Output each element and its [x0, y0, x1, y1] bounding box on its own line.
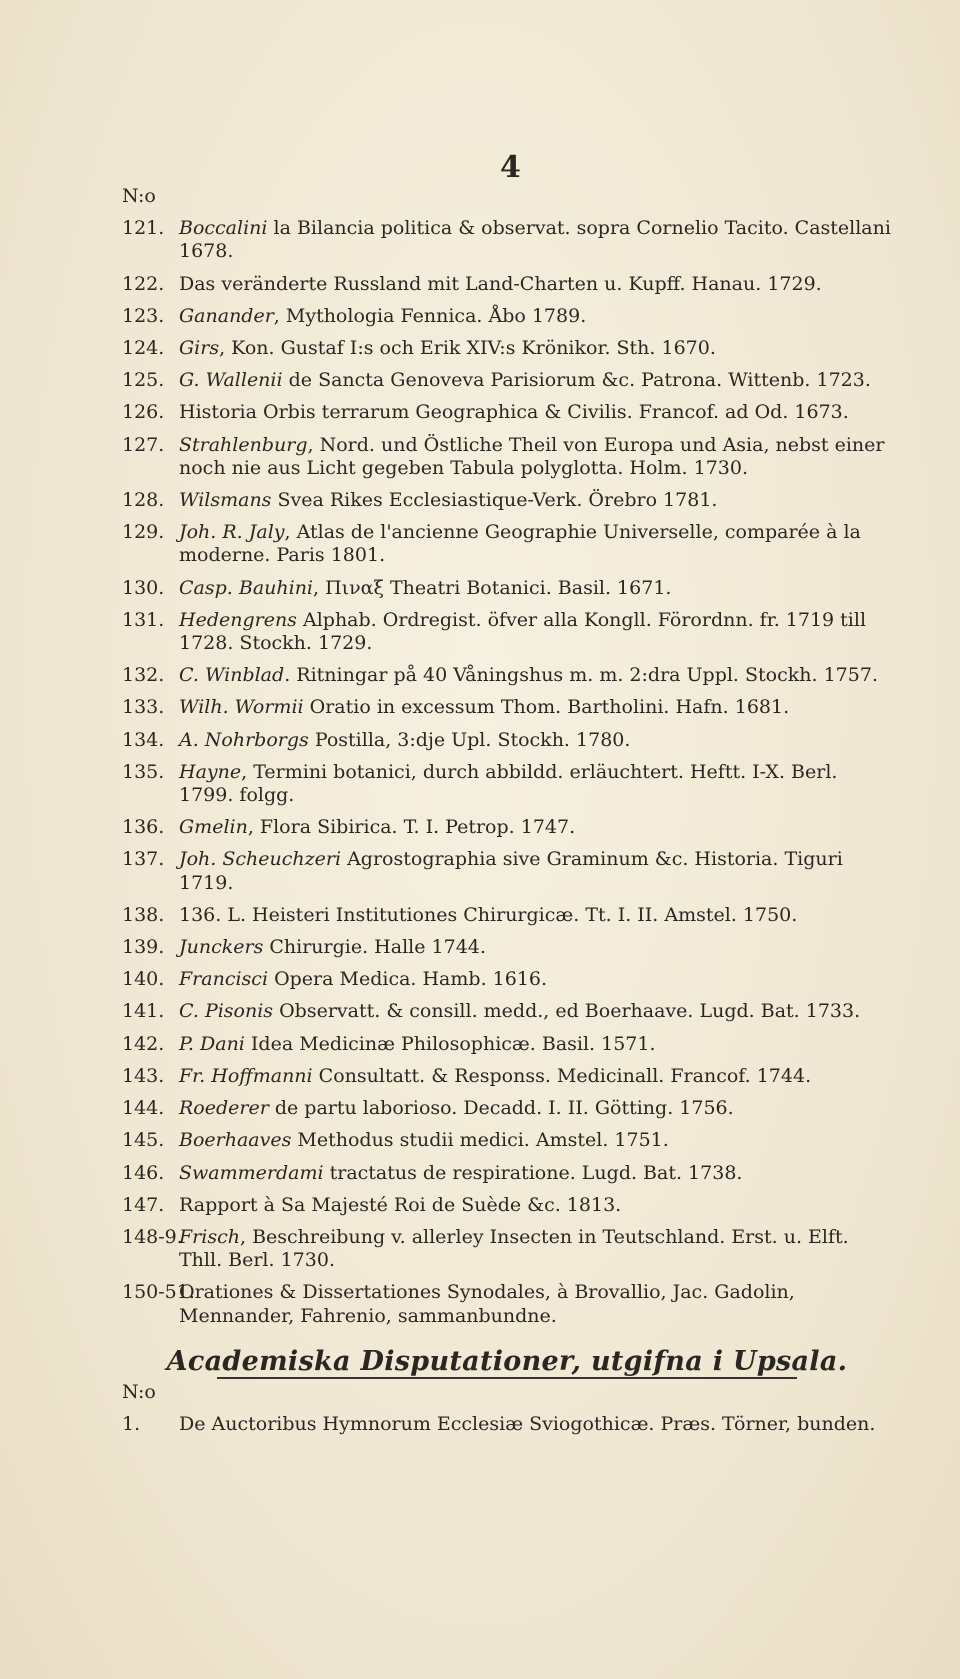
entry-number: 126. — [122, 401, 165, 424]
entry-number: 128. — [122, 489, 165, 512]
catalog-entry — [122, 369, 892, 392]
entry-text: Consultatt. & Responss. Medicinall. Francof. 1744. — [312, 1064, 812, 1087]
entry-number: 138. — [122, 903, 165, 926]
catalog-entry — [122, 337, 892, 360]
entry-number: 131. — [122, 608, 165, 631]
entry-author: G. Wallenii — [179, 369, 283, 392]
entry-text: Das veränderte Russland mit Land-Charten u. Kupff. Hanau. 1729. — [179, 272, 822, 295]
entry-text: Idea Medicinæ Philosophicæ. Basil. 1571. — [244, 1032, 656, 1055]
catalog-entry — [122, 305, 892, 328]
entry-text: , Flora Sibirica. T. I. Petrop. 1747. — [247, 816, 576, 839]
entry-number: 143. — [122, 1064, 165, 1087]
entry-number: 141. — [122, 1000, 165, 1023]
catalog-entry — [122, 401, 892, 424]
entry-text: Rapport à Sa Majesté Roi de Suède &c. 1813. — [179, 1193, 622, 1216]
entry-number: 1. — [122, 1413, 141, 1436]
entry-text: Observatt. & consill. medd., ed Boerhaave. Lugd. Bat. 1733. — [273, 1000, 861, 1023]
entry-text: 136. L. Heisteri Institutiones Chirurgicæ. Tt. I. II. Amstel. 1750. — [179, 903, 798, 926]
entry-number: 150-51. — [122, 1281, 195, 1304]
entry-text: de partu laborioso. Decadd. I. II. Götting. 1756. — [268, 1097, 734, 1120]
entry-text: Orationes & Dissertationes Synodales, à Brovallio, Jac. Gadolin, Mennander, Fahrenio, sammanbundne. — [179, 1281, 795, 1327]
catalog-entry — [122, 816, 892, 839]
catalog-entry — [122, 664, 892, 687]
entry-text: de Sancta Genoveva Parisiorum &c. Patrona. Wittenb. 1723. — [282, 369, 871, 392]
catalog-entry — [122, 1162, 892, 1185]
entry-number: 139. — [122, 936, 165, 959]
entry-author: Roederer — [179, 1097, 269, 1120]
entry-text: , Nord. und Östliche Theil von Europa und Asia, nebst einer noch nie aus Licht gegeben Tabula polyglotta. Holm. 1730. — [179, 433, 885, 479]
entry-number: 123. — [122, 304, 165, 327]
catalog-entry — [122, 904, 892, 927]
catalog-entry — [122, 1033, 892, 1056]
catalog-entry — [122, 968, 892, 991]
catalog-entry — [122, 1065, 892, 1088]
catalog-entry — [122, 273, 892, 296]
catalog-entry — [122, 217, 892, 263]
entry-text: , Termini botanici, durch abbildd. erläuchtert. Heftt. I-X. Berl. 1799. folgg. — [179, 760, 838, 807]
catalog-entry — [122, 1097, 892, 1120]
entry-author: Boerhaaves — [179, 1129, 292, 1152]
section-heading-rule — [217, 1377, 797, 1379]
entry-author: P. Dani — [179, 1032, 245, 1055]
entry-author: Ganander — [179, 304, 274, 327]
entry-author: Casp. Bauhini — [179, 576, 314, 599]
catalog-entry — [122, 1281, 892, 1327]
entry-number: 133. — [122, 696, 165, 719]
entry-text: De Auctoribus Hymnorum Ecclesiæ Sviogothicæ. Præs. Törner, bunden. — [179, 1413, 876, 1436]
entry-author: Gmelin — [179, 816, 248, 839]
catalog-entry — [122, 1129, 892, 1152]
entry-author: A. Nohrborgs — [179, 728, 309, 751]
catalog-entry — [122, 1413, 892, 1436]
entry-number: 130. — [122, 576, 165, 599]
entry-author: Wilsmans — [179, 489, 272, 512]
entry-author: Fr. Hoffmanni — [179, 1064, 313, 1087]
catalog-entry — [122, 1226, 892, 1272]
entry-author: Hayne — [179, 760, 242, 783]
entry-text: , Atlas de l'ancienne Geographie Universelle, comparée à la moderne. Paris 1801. — [179, 521, 861, 567]
catalog-entries — [122, 217, 892, 1328]
entry-text: , Mythologia Fennica. Åbo 1789. — [273, 304, 587, 327]
entry-number: 127. — [122, 433, 165, 456]
entry-text: tractatus de respiratione. Lugd. Bat. 1738. — [323, 1161, 743, 1184]
entry-text: , Kon. Gustaf I:s och Erik XIV:s Krönikor. Sth. 1670. — [219, 337, 716, 360]
entry-number: 125. — [122, 369, 165, 392]
catalog-entry — [122, 434, 892, 480]
catalog-entry — [122, 936, 892, 959]
entry-text: , Πιναξ Theatri Botanici. Basil. 1671. — [313, 576, 672, 599]
entry-text: Chirurgie. Halle 1744. — [263, 936, 486, 959]
entry-number: 142. — [122, 1032, 165, 1055]
entry-author: Joh. Scheuchzeri — [179, 848, 342, 871]
entry-text: Alphab. Ordregist. öfver alla Kongll. Förordnn. fr. 1719 till 1728. Stockh. 1729. — [179, 608, 867, 655]
entry-text: Postilla, 3:dje Upl. Stockh. 1780. — [308, 728, 631, 751]
entry-number: 146. — [122, 1161, 165, 1184]
entry-text: Methodus studii medici. Amstel. 1751. — [291, 1129, 669, 1152]
entry-number: 134. — [122, 728, 165, 751]
entry-text: . Ritningar på 40 Våningshus m. m. 2:dra Uppl. Stockh. 1757. — [284, 664, 878, 687]
entry-author: C. Winblad — [179, 664, 285, 687]
entry-author: Joh. R. Jaly — [179, 521, 285, 544]
entry-author: Francisci — [179, 968, 269, 991]
catalog-entry — [122, 577, 892, 600]
catalog-entry — [122, 848, 892, 894]
entry-author: Swammerdami — [179, 1161, 324, 1184]
catalog-entry — [122, 1000, 892, 1023]
entry-author: Frisch — [179, 1225, 240, 1248]
entry-text: Svea Rikes Ecclesiastique-Verk. Örebro 1781. — [271, 489, 718, 512]
entry-text: Agrostographia sive Graminum &c. Historia. Tiguri 1719. — [179, 848, 843, 894]
entry-author: Girs — [179, 337, 220, 360]
entry-number: 140. — [122, 968, 165, 991]
entry-number: 137. — [122, 848, 165, 871]
entry-number: 132. — [122, 664, 165, 687]
entry-number: 136. — [122, 816, 165, 839]
section-heading: Academiska Disputationer, utgifna i Upsala. — [166, 1345, 848, 1377]
entry-text: Oratio in excessum Thom. Bartholini. Hafn. 1681. — [303, 696, 790, 719]
entry-number: 148-9. — [122, 1225, 183, 1248]
entry-number: 145. — [122, 1129, 165, 1152]
entry-author: Hedengrens — [179, 608, 297, 631]
entry-author: Strahlenburg — [179, 433, 308, 456]
catalog-entry — [122, 1194, 892, 1217]
entry-number: 144. — [122, 1097, 165, 1120]
catalog-column — [122, 185, 892, 1436]
entry-number: 121. — [122, 217, 165, 240]
entry-text: , Beschreibung v. allerley Insecten in Teutschland. Erst. u. Elft. Thll. Berl. 1730. — [179, 1225, 849, 1272]
section-number-label: N:o — [122, 1380, 156, 1403]
entry-number: 124. — [122, 337, 165, 360]
entry-text: la Bilancia politica & observat. sopra Cornelio Tacito. Castellani 1678. — [179, 217, 891, 263]
entry-number: 135. — [122, 760, 165, 783]
entry-number: 122. — [122, 272, 165, 295]
entry-author: Junckers — [179, 936, 264, 959]
page-number: 4 — [500, 150, 521, 185]
entry-number: 129. — [122, 521, 165, 544]
entry-text: Opera Medica. Hamb. 1616. — [268, 968, 548, 991]
entry-author: C. Pisonis — [179, 1000, 274, 1023]
catalog-entry — [122, 761, 892, 807]
catalog-entry — [122, 609, 892, 655]
entry-author: Boccalini — [179, 217, 268, 240]
catalog-entry — [122, 489, 892, 512]
number-column-label: N:o — [122, 185, 156, 207]
catalog-entry — [122, 521, 892, 567]
entry-author: Wilh. Wormii — [179, 696, 304, 719]
catalog-entry — [122, 696, 892, 719]
catalog-entry — [122, 729, 892, 752]
section-entries — [122, 1413, 892, 1436]
entry-text: Historia Orbis terrarum Geographica & Civilis. Francof. ad Od. 1673. — [179, 401, 849, 424]
entry-number: 147. — [122, 1193, 165, 1216]
